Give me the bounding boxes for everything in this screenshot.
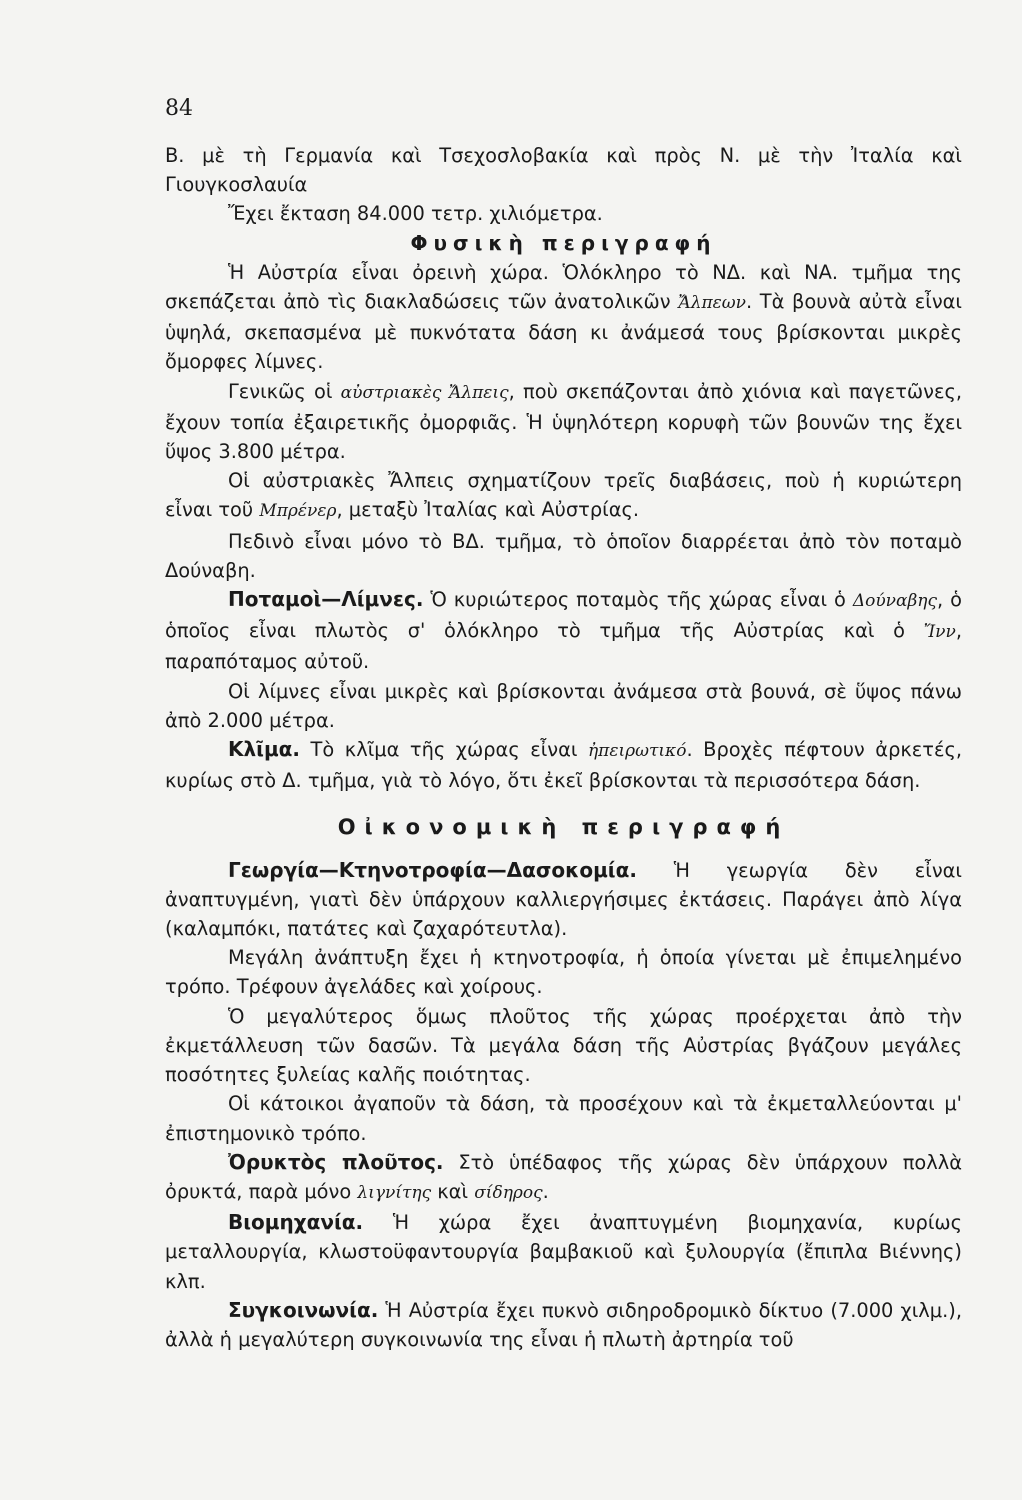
italic-term: ἠπειρωτικό <box>587 741 687 762</box>
text-run: , παραπόταμος αὐτοῦ. <box>165 619 962 674</box>
text-run: . Βροχὲς πέφτουν ἀρκετές, κυρίως στὸ Δ. τμῆμα, γιὰ τὸ λόγο, ὅτι ἐκεῖ βρίσκονται τὰ περισσότερα δάση. <box>165 738 962 793</box>
italic-term: Δούναβης <box>852 591 938 612</box>
run-in-heading: Ὀρυκτὸς πλοῦτος. <box>228 1149 444 1174</box>
page-text <box>165 141 962 1354</box>
italic-term: Μπρένερ <box>259 501 337 522</box>
text-run: Γενικῶς οἱ <box>228 379 341 403</box>
italic-term: Ἄλπεων <box>678 293 746 314</box>
run-in-heading: Γεωργία—Κτηνοτροφία—Δασοκομία. <box>228 857 637 882</box>
page-number: 84 <box>165 96 193 121</box>
text-run: Τὸ κλῖμα τῆς χώρας εἶναι <box>300 738 588 762</box>
forest-wealth-paragraph: Ὁ μεγαλύτερος ὅμως πλοῦτος τῆς χώρας προέρχεται ἀπὸ τὴν ἐκμετάλλευση τῶν δασῶν. Τὰ μεγάλα δάση τῆς Αὐστρίας βγάζουν μεγάλες ποσότητες ξυλείας καλῆς ποιότητας. <box>165 1004 962 1087</box>
text-run: Ἡ χώρα ἔχει ἀναπτυγμένη βιομηχανία, κυρίως μεταλλουργία, κλωστοϋφαντουργία βαμβακιοῦ καὶ ξυλουργία (ἔπιπλα Βιέννης) κλπ. <box>165 1211 962 1293</box>
industry-paragraph <box>165 1208 962 1296</box>
text-run: . <box>542 1179 549 1203</box>
run-in-heading: Ποταμοὶ—Λίμνες. <box>228 587 424 612</box>
livestock-paragraph: Μεγάλη ἀνάπτυξη ἔχει ἡ κτηνοτροφία, ἡ ὁποία γίνεται μὲ ἐπιμελημένο τρόπο. Τρέφουν ἀγελάδες καὶ χοίρους. <box>165 946 962 999</box>
italic-term: σίδηρος <box>474 1182 543 1203</box>
lakes-paragraph: Οἱ λίμνες εἶναι μικρὲς καὶ βρίσκονται ἀνάμεσα στὰ βουνά, σὲ ὕψος πάνω ἀπὸ 2.000 μέτρα. <box>165 679 962 732</box>
text-run: . Τὰ βουνὰ αὐτὰ εἶναι ὑψηλά, σκεπασμένα μὲ πυκνότατα δάση κι ἀνάμεσά τους βρίσκονται μικρὲς ὄμορφες λίμνες. <box>165 290 962 374</box>
run-in-heading: Συγκοινωνία. <box>228 1297 379 1322</box>
text-run: Ἡ γεωργία δὲν εἶναι ἀναπτυγμένη, γιατὶ δὲν ὑπάρχουν καλλιεργήσιμες ἐκτάσεις. Παράγει ἀπὸ λίγα (καλαμπόκι, πατάτες καὶ ζαχαρότευτλα). <box>165 858 962 941</box>
forest-care-paragraph: Οἱ κάτοικοι ἀγαποῦν τὰ δάση, τὰ προσέχουν καὶ τὰ ἐκμεταλλεύονται μ' ἐπιστημονικὸ τρόπο. <box>165 1092 962 1145</box>
rivers-paragraph <box>165 585 962 677</box>
climate-paragraph <box>165 735 962 795</box>
text-run: Ἡ Αὐστρία εἶναι ὀρεινὴ χώρα. Ὁλόκληρο τὸ ΝΔ. καὶ ΝΑ. τμῆμα της σκεπάζεται ἀπὸ τὶς διακλαδώσεις τῶν ἀνατολικῶν <box>165 260 962 314</box>
economic-heading: Οἰκονομικὴ περιγραφή <box>337 815 790 840</box>
mineral-paragraph <box>165 1148 962 1208</box>
run-in-heading: Κλῖμα. <box>228 737 301 762</box>
italic-term: λιγνίτης <box>357 1182 432 1203</box>
intro-borders: Β. μὲ τὴ Γερμανία καὶ Τσεχοσλοβακία καὶ πρὸς Ν. μὲ τὴν Ἰταλία καὶ Γιουγκοσλαυία <box>165 144 962 197</box>
agriculture-paragraph <box>165 856 962 944</box>
physical-paragraph-1 <box>165 258 962 377</box>
text-run: καὶ <box>431 1179 475 1203</box>
physical-heading: Φυσικὴ περιγραφή <box>410 230 717 255</box>
text-run: Ἡ Αὐστρία ἔχει πυκνὸ σιδηροδρομικὸ δίκτυο (7.000 χιλμ.), ἀλλὰ ἡ μεγαλύτερη συγκοινωνία της εἶναι ἡ πλωτὴ ἀρτηρία τοῦ <box>165 1298 962 1351</box>
intro-area: Ἔχει ἔκταση 84.000 τετρ. χιλιόμετρα. <box>228 202 603 226</box>
physical-paragraph-4: Πεδινὸ εἶναι μόνο τὸ ΒΔ. τμῆμα, τὸ ὁποῖον διαρρέεται ἀπὸ τὸν ποταμὸ Δούναβη. <box>165 529 962 582</box>
text-run: Στὸ ὑπέδαφος τῆς χώρας δὲν ὑπάρχουν πολλὰ ὀρυκτά, παρὰ μόνο <box>165 1150 962 1203</box>
italic-term: αὐστριακὲς Ἄλπεις <box>340 382 509 403</box>
communication-paragraph <box>165 1296 962 1354</box>
italic-term: Ἴνν <box>923 622 956 643</box>
run-in-heading: Βιομηχανία. <box>228 1210 364 1235</box>
text-run: , ποὺ σκεπάζονται ἀπὸ χιόνια καὶ παγετῶνες, ἔχουν τοπία ἐξαιρετικῆς ὀμορφιᾶς. Ἡ ὑψηλότερη κορυφὴ τῶν βουνῶν της ἔχει ὕψος 3.800 μέτρα. <box>165 379 962 464</box>
text-run: Ὁ κυριώτερος ποταμὸς τῆς χώρας εἶναι ὁ <box>423 588 853 612</box>
text-run: , μεταξὺ Ἰταλίας καὶ Αὐστρίας. <box>336 498 640 522</box>
text-run: Οἱ αὐστριακὲς Ἄλπεις σχηματίζουν τρεῖς διαβάσεις, ποὺ ἡ κυριώτερη εἶναι τοῦ <box>165 469 962 522</box>
physical-paragraph-3 <box>165 466 962 526</box>
physical-paragraph-2 <box>165 377 962 467</box>
text-run: , ὁ ὁποῖος εἶναι πλωτὸς σ' ὁλόκληρο τὸ τμῆμα τῆς Αὐστρίας καὶ ὁ <box>165 588 962 643</box>
